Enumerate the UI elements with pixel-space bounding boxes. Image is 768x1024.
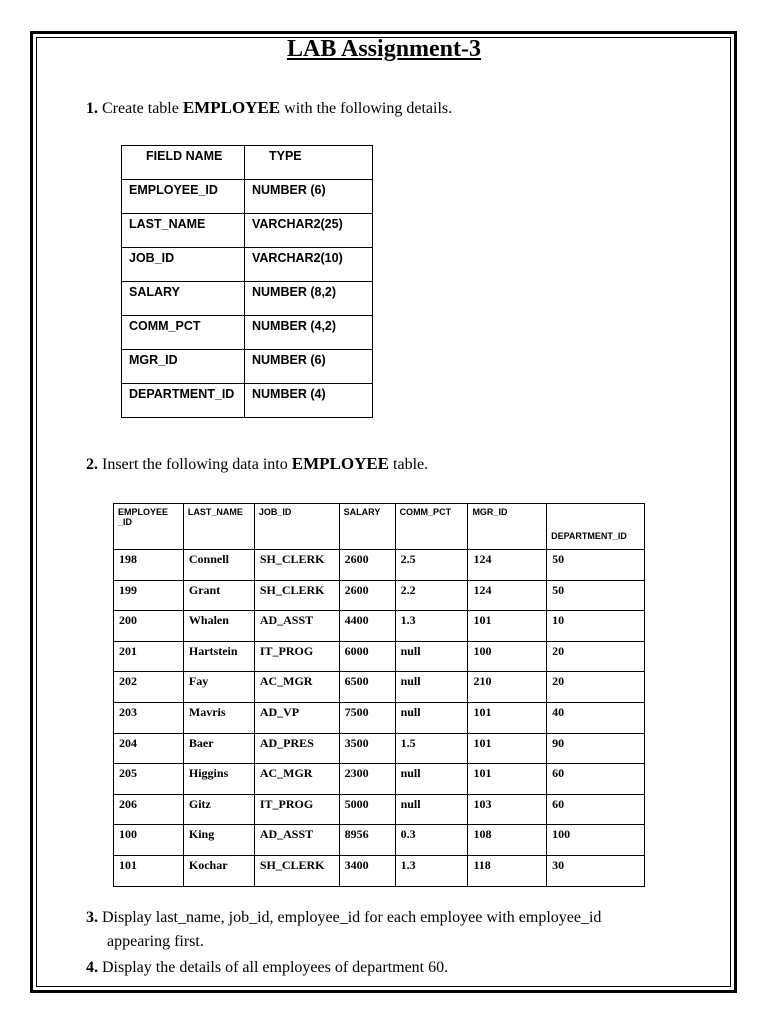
column-header: JOB_ID xyxy=(254,504,339,550)
department-id-cell: 60 xyxy=(547,794,645,825)
comm-pct-cell: null xyxy=(395,794,468,825)
job-id-cell: SH_CLERK xyxy=(254,580,339,611)
last-name-cell: Hartstein xyxy=(183,641,254,672)
table-row xyxy=(114,702,645,733)
last-name-cell: Whalen xyxy=(183,611,254,642)
field-name-cell: JOB_ID xyxy=(122,248,245,282)
employee-id-cell: 205 xyxy=(114,764,184,795)
table-row xyxy=(114,672,645,703)
job-id-cell: AC_MGR xyxy=(254,672,339,703)
salary-cell: 2300 xyxy=(339,764,395,795)
comm-pct-cell: null xyxy=(395,641,468,672)
job-id-cell: AD_ASST xyxy=(254,825,339,856)
last-name-cell: Grant xyxy=(183,580,254,611)
employee-id-cell: 203 xyxy=(114,702,184,733)
mgr-id-cell: 101 xyxy=(468,702,547,733)
question-text: Display the details of all employees of department 60. xyxy=(98,959,449,976)
field-type-cell: NUMBER (8,2) xyxy=(245,282,373,316)
salary-cell: 6500 xyxy=(339,672,395,703)
job-id-cell: SH_CLERK xyxy=(254,855,339,886)
mgr-id-cell: 103 xyxy=(468,794,547,825)
department-id-cell: 40 xyxy=(547,702,645,733)
table-header-row xyxy=(114,504,645,550)
table-row xyxy=(122,350,373,384)
question-text: with the following details. xyxy=(280,100,453,117)
employee-id-cell: 199 xyxy=(114,580,184,611)
mgr-id-cell: 118 xyxy=(468,855,547,886)
last-name-cell: Connell xyxy=(183,550,254,581)
salary-cell: 4400 xyxy=(339,611,395,642)
field-name-cell: COMM_PCT xyxy=(122,316,245,350)
table-row xyxy=(122,248,373,282)
job-id-cell: AD_ASST xyxy=(254,611,339,642)
mgr-id-cell: 101 xyxy=(468,611,547,642)
last-name-cell: Baer xyxy=(183,733,254,764)
table-row xyxy=(114,611,645,642)
salary-cell: 2600 xyxy=(339,580,395,611)
question-text: Display last_name, job_id, employee_id for each employee with employee_id xyxy=(98,909,602,926)
mgr-id-cell: 210 xyxy=(468,672,547,703)
employee-id-cell: 202 xyxy=(114,672,184,703)
salary-cell: 6000 xyxy=(339,641,395,672)
comm-pct-cell: 1.3 xyxy=(395,855,468,886)
department-id-cell: 50 xyxy=(547,550,645,581)
last-name-cell: Higgins xyxy=(183,764,254,795)
question-number: 1. xyxy=(86,100,98,117)
employee-id-cell: 100 xyxy=(114,825,184,856)
mgr-id-cell: 101 xyxy=(468,733,547,764)
field-name-cell: LAST_NAME xyxy=(122,214,245,248)
employee-id-cell: 198 xyxy=(114,550,184,581)
job-id-cell: AD_VP xyxy=(254,702,339,733)
column-header: EMPLOYEE _ID xyxy=(114,504,184,550)
table-row xyxy=(122,316,373,350)
comm-pct-cell: 2.2 xyxy=(395,580,468,611)
question-3 xyxy=(86,906,601,954)
question-number: 2. xyxy=(86,456,98,473)
field-type-cell: NUMBER (6) xyxy=(245,350,373,384)
table-row xyxy=(114,855,645,886)
table-row xyxy=(114,825,645,856)
field-definition-table xyxy=(121,145,373,418)
salary-cell: 2600 xyxy=(339,550,395,581)
question-text: table. xyxy=(389,456,429,473)
table-header-row xyxy=(122,146,373,180)
page-title: LAB Assignment-3 xyxy=(286,36,482,62)
question-2 xyxy=(86,452,428,477)
employee-id-cell: 201 xyxy=(114,641,184,672)
table-row xyxy=(122,384,373,418)
question-text: Insert the following data into xyxy=(98,456,292,473)
table-row xyxy=(114,641,645,672)
table-keyword: EMPLOYEE xyxy=(182,98,281,117)
mgr-id-cell: 101 xyxy=(468,764,547,795)
employee-id-cell: 206 xyxy=(114,794,184,825)
column-header: COMM_PCT xyxy=(395,504,468,550)
department-id-cell: 100 xyxy=(547,825,645,856)
field-type-cell: VARCHAR2(25) xyxy=(245,214,373,248)
question-1 xyxy=(86,96,452,121)
last-name-cell: Gitz xyxy=(183,794,254,825)
field-name-cell: EMPLOYEE_ID xyxy=(122,180,245,214)
comm-pct-cell: null xyxy=(395,764,468,795)
column-header: MGR_ID xyxy=(468,504,547,550)
question-text: Create table xyxy=(98,100,183,117)
last-name-cell: Fay xyxy=(183,672,254,703)
comm-pct-cell: 2.5 xyxy=(395,550,468,581)
salary-cell: 8956 xyxy=(339,825,395,856)
job-id-cell: SH_CLERK xyxy=(254,550,339,581)
department-id-cell: 20 xyxy=(547,672,645,703)
comm-pct-cell: 1.5 xyxy=(395,733,468,764)
employee-id-cell: 101 xyxy=(114,855,184,886)
question-text-continued: appearing first. xyxy=(107,933,204,950)
field-type-cell: NUMBER (4) xyxy=(245,384,373,418)
department-id-cell: 60 xyxy=(547,764,645,795)
comm-pct-cell: null xyxy=(395,672,468,703)
job-id-cell: IT_PROG xyxy=(254,794,339,825)
last-name-cell: King xyxy=(183,825,254,856)
field-type-cell: NUMBER (6) xyxy=(245,180,373,214)
field-type-cell: NUMBER (4,2) xyxy=(245,316,373,350)
table-row xyxy=(122,180,373,214)
column-header: LAST_NAME xyxy=(183,504,254,550)
job-id-cell: IT_PROG xyxy=(254,641,339,672)
salary-cell: 7500 xyxy=(339,702,395,733)
field-type-cell: VARCHAR2(10) xyxy=(245,248,373,282)
column-header: DEPARTMENT_ID xyxy=(547,504,645,550)
question-number: 4. xyxy=(86,959,98,976)
table-keyword: EMPLOYEE xyxy=(291,454,390,473)
table-row xyxy=(114,764,645,795)
table-row xyxy=(122,282,373,316)
comm-pct-cell: 0.3 xyxy=(395,825,468,856)
table-row xyxy=(114,794,645,825)
mgr-id-cell: 100 xyxy=(468,641,547,672)
job-id-cell: AC_MGR xyxy=(254,764,339,795)
table-row xyxy=(114,550,645,581)
field-name-cell: DEPARTMENT_ID xyxy=(122,384,245,418)
question-number: 3. xyxy=(86,909,98,926)
mgr-id-cell: 124 xyxy=(468,550,547,581)
column-header: TYPE xyxy=(245,146,373,180)
department-id-cell: 50 xyxy=(547,580,645,611)
department-id-cell: 30 xyxy=(547,855,645,886)
job-id-cell: AD_PRES xyxy=(254,733,339,764)
salary-cell: 3400 xyxy=(339,855,395,886)
table-row xyxy=(122,214,373,248)
question-4 xyxy=(86,956,448,980)
last-name-cell: Mavris xyxy=(183,702,254,733)
comm-pct-cell: null xyxy=(395,702,468,733)
department-id-cell: 10 xyxy=(547,611,645,642)
employee-id-cell: 204 xyxy=(114,733,184,764)
department-id-cell: 20 xyxy=(547,641,645,672)
employee-data-table xyxy=(113,503,645,887)
table-row xyxy=(114,580,645,611)
salary-cell: 3500 xyxy=(339,733,395,764)
column-header: FIELD NAME xyxy=(122,146,245,180)
table-row xyxy=(114,733,645,764)
field-name-cell: SALARY xyxy=(122,282,245,316)
mgr-id-cell: 108 xyxy=(468,825,547,856)
employee-id-cell: 200 xyxy=(114,611,184,642)
field-name-cell: MGR_ID xyxy=(122,350,245,384)
mgr-id-cell: 124 xyxy=(468,580,547,611)
salary-cell: 5000 xyxy=(339,794,395,825)
column-header: SALARY xyxy=(339,504,395,550)
last-name-cell: Kochar xyxy=(183,855,254,886)
comm-pct-cell: 1.3 xyxy=(395,611,468,642)
department-id-cell: 90 xyxy=(547,733,645,764)
